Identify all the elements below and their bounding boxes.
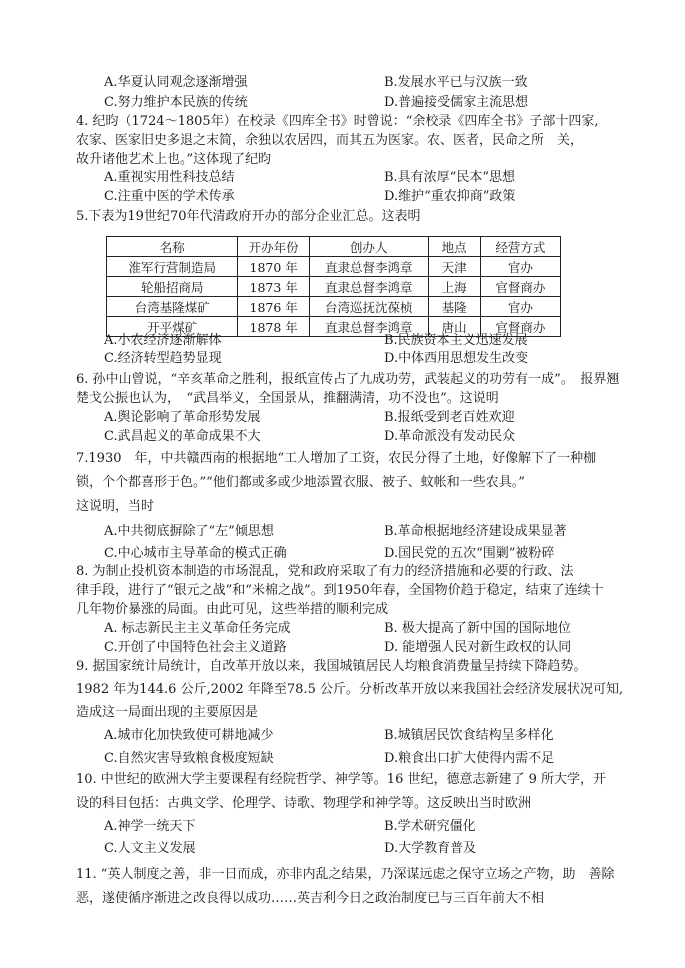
q5-option-a: A.小农经济逐渐解体 [104,333,222,348]
q7-option-b: B.革命根据地经济建设成果显著 [384,524,567,539]
cell-location: 唐山 [428,317,480,337]
cell-name: 淮军行营制造局 [107,257,238,277]
q6-option-a: A.舆论影响了革命形势发展 [104,410,261,425]
cell-name: 轮船招商局 [107,277,238,297]
cell-founder: 台湾巡抚沈葆桢 [309,297,428,317]
enterprise-table [106,236,561,337]
cell-year: 1876 年 [238,297,310,317]
q8-option-a: A. 标志新民主主义革命任务完成 [104,621,291,636]
q5-option-c: C.经济转型趋势显现 [104,351,222,366]
q8-option-d: D. 能增强人民对新生政权的认同 [384,640,572,655]
q8-stem-line3: 几年物价暴涨的局面。由此可见，这些举措的顺利完成 [76,602,389,617]
q4-option-a: A.重视实用性科技总结 [104,170,235,185]
q8-stem-line2: 律手段，进行了“银元之战”和“米棉之战”。到1950年春，全国物价趋于稳定，结束了连续十 [76,583,604,598]
table-header-row [107,237,561,257]
q9-option-a: A.城市化加快致使可耕地减少 [104,728,274,743]
table-header-management: 经营方式 [480,237,560,257]
cell-founder: 直隶总督李鸿章 [309,257,428,277]
q4-option-b: B.具有浓厚“民本”思想 [384,170,515,185]
q9-option-d: D.粮食出口扩大使得内需不足 [384,751,555,766]
table-row [107,277,561,297]
q9-option-c: C.自然灾害导致粮食极度短缺 [104,751,274,766]
cell-location: 基隆 [428,297,480,317]
q4-stem-line2: 农家、医家旧史多退之末简，余独以农居四，而其五为医家。农、医者，民命之所 关， [76,133,584,148]
q4-stem-line3: 故升诸他艺术上也。”这体现了纪昀 [76,152,272,167]
q10-option-b: B.学术研究僵化 [384,819,476,834]
table-row [107,257,561,277]
q6-stem-line1: 6. 孙中山曾说，“辛亥革命之胜利，报纸宣传占了九成功劳，武装起义的功劳有一成”。 报界翘 [76,372,620,387]
q6-option-d: D.革命派没有发动民众 [384,429,516,444]
cell-year: 1873 年 [238,277,310,297]
cell-management: 官办 [480,257,560,277]
cell-management: 官办 [480,297,560,317]
table-row [107,297,561,317]
cell-location: 上海 [428,277,480,297]
cell-year: 1870 年 [238,257,310,277]
q4-option-d: D.维护“重农抑商”政策 [384,189,516,204]
q9-stem-line3: 造成这一局面出现的主要原因是 [76,705,259,720]
cell-founder: 直隶总督李鸿章 [309,317,428,337]
cell-management: 官督商办 [480,317,560,337]
q7-option-d: D.国民党的五次“围剿”被粉碎 [384,546,555,561]
cell-founder: 直隶总督李鸿章 [309,277,428,297]
q4-stem-line1: 4. 纪昀（1724～1805年）在校录《四库全书》时曾说：“余校录《四库全书》子部十四家, [76,114,599,129]
q4-option-c: C.注重中医的学术传承 [104,189,235,204]
q8-stem-line1: 8. 为制止投机资本制造的市场混乱，党和政府采取了有力的经济措施和必要的行政、法 [76,564,574,579]
q7-option-a: A.中共彻底摒除了“左”倾思想 [104,524,274,539]
q9-option-b: B.城镇居民饮食结构呈多样化 [384,728,554,743]
table-header-location: 地点 [428,237,480,257]
q8-option-c: C.开创了中国特色社会主义道路 [104,640,287,655]
q6-option-c: C.武昌起义的革命成果不大 [104,429,261,444]
q11-stem-line2: 恶，遂使循序渐进之改良得以成功……英吉利今日之政治制度已与三百年前大不相 [76,891,545,906]
table-header-year: 开办年份 [238,237,310,257]
q3-option-b: B.发展水平已与汉族一致 [384,75,528,90]
q7-stem-line1: 7.1930 年，中共赣西南的根据地“工人增加了工资，农民分得了土地，好像解下了一种枷 [76,451,597,466]
q10-option-c: C.人文主义发展 [104,841,196,856]
q6-stem-line2: 楚戈公振也认为， “武昌举义，全国景从，推翻满清，功不没也”。这说明 [76,391,499,406]
q7-stem-line3: 这说明，当时 [76,499,155,514]
q7-stem-line2: 锁，个个都喜形于色。”“他们都或多或少地添置衣服、被子、蚊帐和一些农具。” [76,475,525,490]
cell-name: 台湾基隆煤矿 [107,297,238,317]
q3-option-c: C.努力维护本民族的传统 [104,95,248,110]
q5-option-d: D.中体西用思想发生改变 [384,351,529,366]
q10-stem-line1: 10. 中世纪的欧洲大学主要课程有经院哲学、神学等。16 世纪，德意志新建了 9 所大学，开 [76,772,607,787]
q10-option-d: D.大学教育普及 [384,841,477,856]
q5-stem: 5.下表为19世纪70年代清政府开办的部分企业汇总。这表明 [76,209,421,224]
q9-stem-line1: 9. 据国家统计局统计，自改革开放以来，我国城镇居民人均粮食消费量呈持续下降趋势。 [76,659,587,674]
q7-option-c: C.中心城市主导革命的模式正确 [104,546,287,561]
table-header-founder: 创办人 [309,237,428,257]
q3-option-a: A.华夏认同观念逐渐增强 [104,75,248,90]
cell-management: 官督商办 [480,277,560,297]
q11-stem-line1: 11. “英人制度之善，非一日而成，亦非内乱之结果，乃深谋远虑之保守立场之产物，助 善除 [76,867,615,882]
q10-option-a: A.神学一统天下 [104,819,196,834]
q10-stem-line2: 设的科目包括：古典文学、伦理学、诗歌、物理学和神学等。这反映出当时欧洲 [76,796,532,811]
cell-location: 天津 [428,257,480,277]
q5-option-b: B.民族资本主义迅速发展 [384,333,528,348]
q8-option-b: B. 极大提高了新中国的国际地位 [384,621,571,636]
q6-option-b: B.报纸受到老百姓欢迎 [384,410,515,425]
q9-stem-line2: 1982 年为144.6 公斤,2002 年降至78.5 公斤。分析改革开放以来我国社会经济发展状况可知, [76,682,624,697]
q3-option-d: D.普遍接受儒家主流思想 [384,95,529,110]
cell-name: 开平煤矿 [107,317,238,337]
cell-year: 1878 年 [238,317,310,337]
table-header-name: 名称 [107,237,238,257]
